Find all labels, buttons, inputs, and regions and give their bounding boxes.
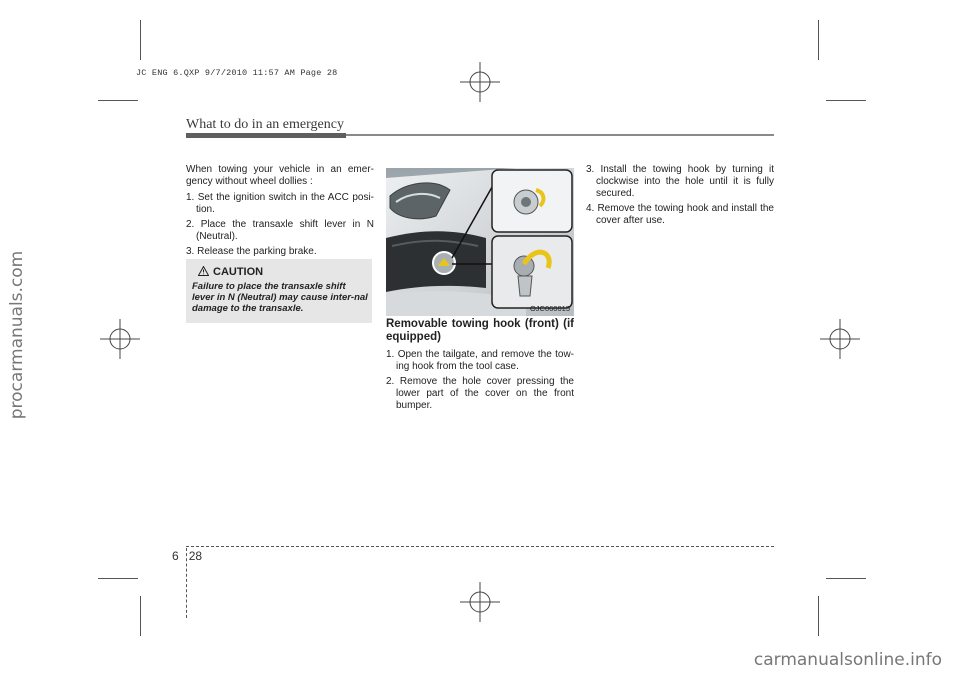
install-hook-steps-list	[586, 164, 774, 227]
chapter-number: 6	[172, 549, 179, 563]
section-title: What to do in an emergency	[186, 117, 344, 132]
removable-hook-steps-list	[386, 349, 574, 412]
caution-box	[186, 259, 372, 323]
title-rule-thick	[186, 133, 346, 138]
watermark-bottom: carmanualsonline.info	[753, 650, 942, 670]
crop-mark	[818, 596, 819, 636]
warning-triangle-icon	[198, 266, 209, 279]
column-right	[586, 164, 774, 230]
crop-mark	[826, 100, 866, 101]
crop-mark	[98, 578, 138, 579]
list-item: 3. Release the parking brake.	[186, 246, 317, 257]
page-number-value: 28	[188, 549, 203, 563]
registration-mark-top	[458, 60, 502, 104]
footer-rule	[186, 546, 774, 547]
list-item: 2. Remove the hole cover pressing the lower part of the cover on the front bumper.	[386, 376, 574, 411]
watermark-side: procarmanuals.com	[7, 250, 27, 420]
print-slug: JC ENG 6.QXP 9/7/2010 11:57 AM Page 28	[136, 68, 338, 78]
list-item: 2. Place the transaxle shift lever in N (Neutral).	[186, 219, 374, 242]
towing-hook-figure	[386, 168, 574, 316]
list-item: 1. Set the ignition switch in the ACC posi-tion.	[186, 192, 374, 215]
figure-code: OJC060015	[529, 304, 570, 313]
registration-mark-right	[818, 317, 862, 361]
page-number	[172, 549, 202, 563]
title-rule-thin	[346, 134, 774, 136]
caution-text: Failure to place the transaxle shift lever in N (Neutral) may cause inter-nal damage to the transaxle.	[192, 281, 368, 314]
towing-steps-list	[186, 192, 374, 258]
car-bumper-towing-hook-illustration	[386, 168, 574, 316]
column-left	[186, 164, 374, 261]
registration-mark-bottom	[458, 580, 502, 624]
crop-mark	[140, 596, 141, 636]
subsection-heading: Removable towing hook (front) (if equipped)	[386, 318, 574, 343]
intro-paragraph: When towing your vehicle in an emer-gency without wheel dollies :	[186, 164, 374, 187]
registration-mark-left	[98, 317, 142, 361]
crop-mark	[826, 578, 866, 579]
list-item: 3. Install the towing hook by turning it clockwise into the hole until it is fully secured.	[586, 164, 774, 199]
crop-mark	[818, 20, 819, 60]
column-middle	[386, 318, 574, 415]
caution-title: CAUTION	[213, 266, 264, 278]
crop-mark	[98, 100, 138, 101]
list-item: 1. Open the tailgate, and remove the tow-ing hook from the tool case.	[386, 349, 574, 372]
caution-heading	[198, 266, 263, 279]
crop-mark	[140, 20, 141, 60]
list-item: 4. Remove the towing hook and install the cover after use.	[586, 203, 774, 226]
